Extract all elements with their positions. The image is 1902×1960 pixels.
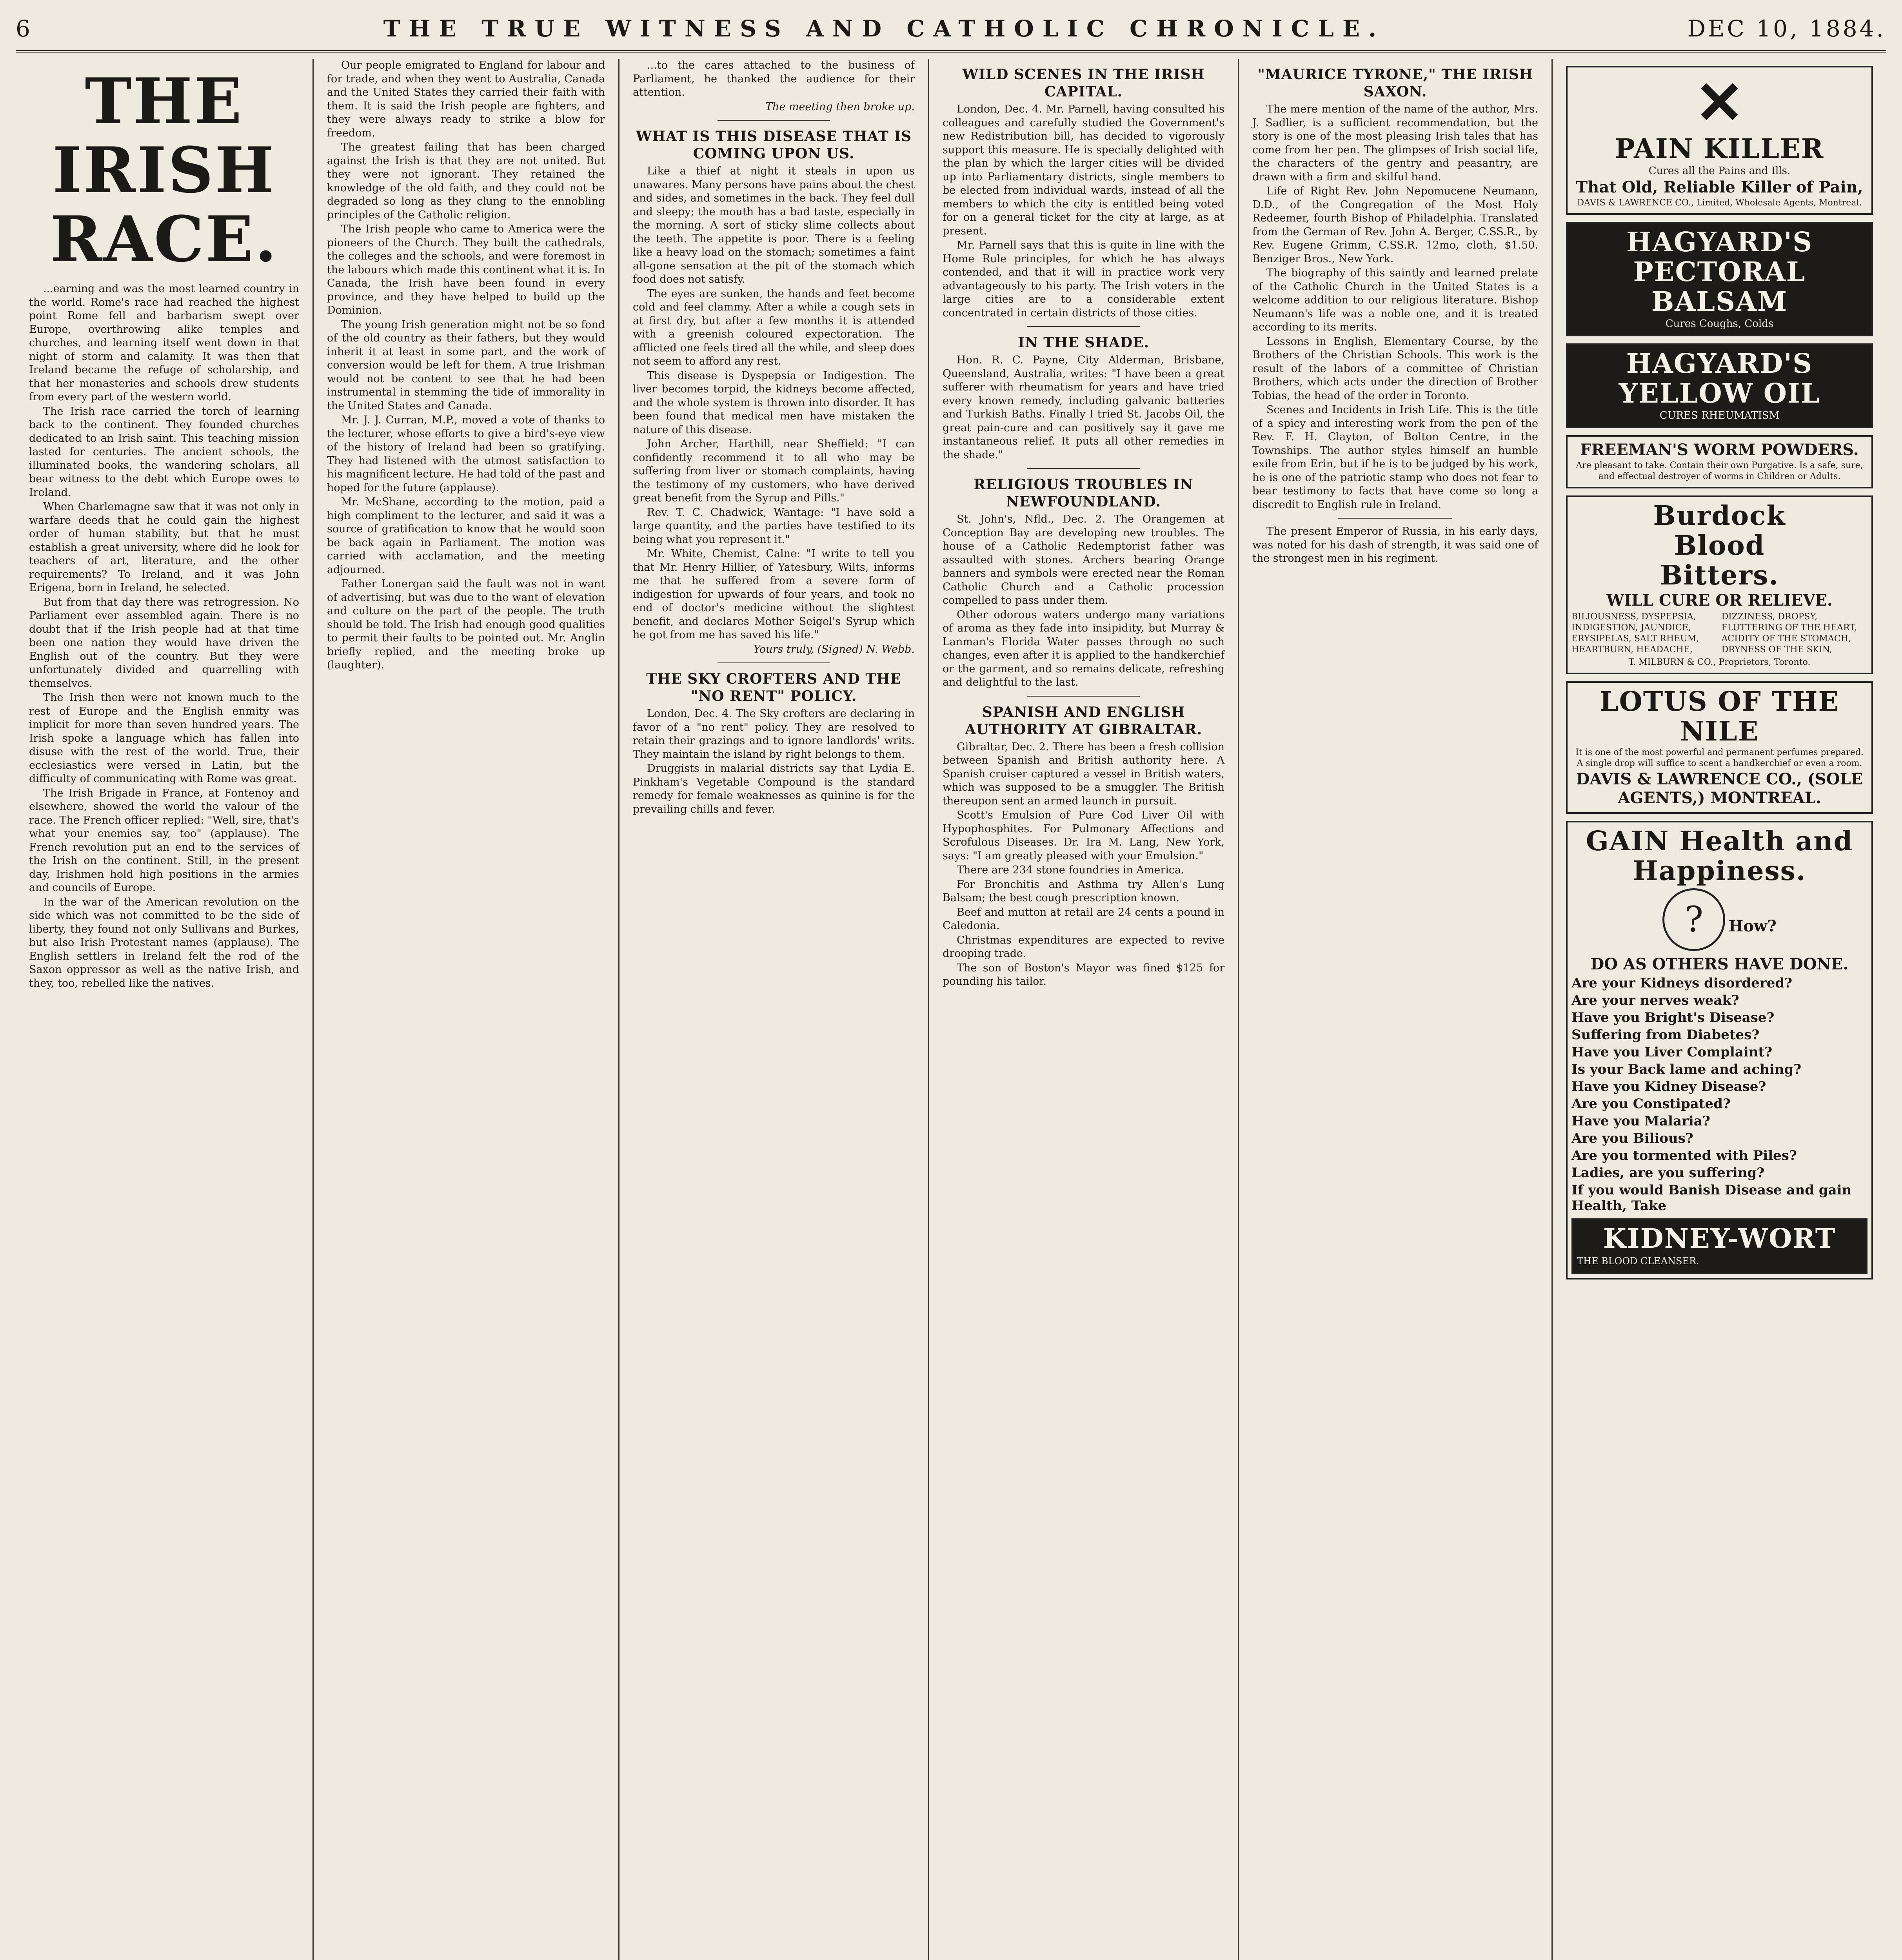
divider	[1027, 696, 1140, 697]
ad-pain-killer	[1566, 66, 1873, 215]
brand-name: KIDNEY-WORT	[1603, 1223, 1836, 1254]
x-cross-icon: ✕	[1695, 68, 1744, 137]
page-number: 6	[16, 15, 33, 42]
question-list	[1571, 975, 1867, 1214]
paragraph: The eyes are sunken, the hands and feet become cold and feel clammy. After a while a cough sets in at first dry, but after a few months it is attended with a greenish coloured expectoration. The afflicted one feels tired all the while, and sleep does not seem to afford any rest.	[633, 287, 915, 367]
ailments-right: DIZZINESS, DROPSY, FLUTTERING OF THE HEART, ACIDITY OF THE STOMACH, DRYNESS OF THE SKIN,	[1721, 612, 1857, 655]
paragraph: The mere mention of the name of the author, Mrs. J. Sadlier, is a sufficient recommendation, but the story is one of the most pleasing Irish tales that has come from her pen. The glimpses of Irish social life, the characters of the gentry and peasantry, are drawn with a firm and skilful hand.	[1252, 103, 1538, 183]
ad-note: CURES RHEUMATISM	[1659, 410, 1780, 421]
paragraph: The greatest failing that has been charged against the Irish is that they are not united. But they were not ignorant. They retained the knowledge of the old faith, and they could not be degraded so long as they clung to the ennobling principles of the Catholic religion.	[327, 141, 605, 221]
heading-newfoundland: RELIGIOUS TROUBLES IN NEWFOUNDLAND.	[974, 476, 1194, 510]
paragraph: Mr. White, Chemist, Calne: "I write to tell you that Mr. Henry Hillier, of Yatesbury, Wilts, informs me that he suffered from a severe form of indigestion for upwards of four years, and took no end of doctor's medicine without the slightest benefit, and declares Mother Seigel's Syrup which he got from me has saved his life."	[633, 548, 915, 641]
paragraph: Our people emigrated to England for labour and for trade, and when they went to Australia, Canada and the United States they carried their faith with them. It is said the Irish people are fighters, and they were always ready to strike a blow for freedom.	[327, 59, 605, 139]
ad-question: Suffering from Diabetes?	[1571, 1027, 1760, 1043]
ad-do-as: DO AS OTHERS HAVE DONE.	[1590, 955, 1849, 973]
paragraph: Hon. R. C. Payne, City Alderman, Brisbane, Queensland, Australia, writes: "I have been a great sufferer with rheumatism for years and have tried every known remedy, including galvanic batteries and Turkish Baths. Finally I tried St. Jacobs Oil, the great pain-cure and can positively say it gave me instantaneous relief. It puts all other remedies in the shade."	[943, 354, 1224, 461]
paragraph: ...to the cares attached to the business of Parliament, he thanked the audience for their attention.	[633, 59, 915, 98]
ad-question: Are you tormented with Piles?	[1571, 1148, 1797, 1163]
ad-tagline: That Old, Reliable Killer of Pain,	[1576, 178, 1863, 196]
signature: Yours truly, (Signed) N. Webb.	[753, 643, 915, 655]
question-icon: ?	[1662, 888, 1725, 951]
paragraph: Lessons in English, Elementary Course, by the Brothers of the Christian Schools. This work is the result of the labors of a committee of Christian Brothers, which acts under the direction of Brother Tobias, the head of the order in Toronto.	[1252, 335, 1538, 402]
paragraph: Like a thief at night it steals in upon us unawares. Many persons have pains about the chest and sides, and sometimes in the back. They feel dull and sleepy; the mouth has a bad taste, especially in the morning. A sort of sticky slime collects about the teeth. The appetite is poor. There is a feeling like a heavy load on the stomach; sometimes a faint all-gone sensation at the pit of the stomach which food does not satisfy.	[633, 165, 915, 285]
column-5	[1239, 59, 1553, 1960]
ad-question: Are you Bilious?	[1571, 1131, 1693, 1146]
ad-pectoral-balsam	[1566, 222, 1873, 336]
ad-note: Are pleasant to take. Contain their own Purgative. Is a safe, sure, and effectual destroyer of worms in Children or Adults.	[1576, 461, 1863, 481]
paragraph: The young Irish generation might not be so fond of the old country as their fathers, but they would inherit it at least in some part, and the work of conversion would be left for them. A true Irishman would not be content to see that he had been instrumental in stemming the tide of immorality in the United States and Canada.	[327, 318, 605, 412]
ad-desc: It is one of the most powerful and permanent perfumes prepared. A single drop will suffice to scent a handkerchief or even a room.	[1575, 748, 1864, 768]
paragraph: In the war of the American revolution on the side which was not committed to be the side of liberty, they found not only Sullivans and Burkes, but also Irish Protestant names (applause). The English settlers in Ireland felt the rod of the Saxon oppressor as well as the native Irish, and they, too, rebelled like the natives.	[29, 896, 299, 989]
ad-lotus-of-the-nile	[1566, 681, 1873, 814]
ad-line: Blood	[1674, 530, 1765, 561]
paragraph: There are 234 stone foundries in America.	[957, 864, 1184, 876]
paragraph: London, Dec. 4. The Sky crofters are declaring in favor of a "no rent" policy. They are resolved to retain their grazings and to ignore landlords' writs. They maintain the island by right belongs to them.	[633, 708, 915, 760]
ad-question: Have you Malaria?	[1571, 1113, 1710, 1129]
ad-worm-powders	[1566, 435, 1873, 488]
paragraph: When Charlemagne saw that it was not only in warfare deeds that he could gain the highest order of human stability, but that he must establish a great university, where did he look for teachers of art, literature, and the other requirements? To Ireland, and it was John Erigena, born in Ireland, he selected.	[29, 501, 299, 594]
headline-irish-race: THE IRISH RACE.	[50, 64, 278, 276]
heading-sky-crofters: THE SKY CROFTERS AND THE "NO RENT" POLICY.	[646, 671, 901, 704]
divider	[718, 120, 830, 121]
paragraph: This disease is Dyspepsia or Indigestion. The liver becomes torpid, the kidneys become affected, and the whole system is thrown into disorder. It has been found that medical men have mistaken the nature of this disease.	[633, 369, 915, 436]
ad-kidney-wort	[1566, 821, 1873, 1279]
ad-question: Ladies, are you suffering?	[1571, 1165, 1765, 1181]
ad-question: Have you Liver Complaint?	[1571, 1044, 1773, 1060]
ad-yellow-oil	[1566, 343, 1873, 428]
paragraph: Scott's Emulsion of Pure Cod Liver Oil with Hypophosphites. For Pulmonary Affections and Scrofulous Diseases. Dr. Ira M. Lang, New York, says: "I am greatly pleased with your Emulsion."	[943, 809, 1224, 862]
issue-date: DEC 10, 1884.	[1687, 15, 1886, 42]
ad-brand	[1571, 1218, 1867, 1274]
paragraph: John Archer, Harthill, near Sheffield: "I can confidently recommend it to all who may be suffering from liver or stomach complaints, having the testimony of my customers, who have derived great benefit from the Syrup and Pills."	[633, 438, 915, 504]
newspaper-title: THE TRUE WITNESS AND CATHOLIC CHRONICLE.	[383, 15, 1385, 42]
paragraph: The meeting then broke up.	[765, 100, 915, 113]
ad-question: Have you Bright's Disease?	[1571, 1010, 1775, 1025]
paragraph: London, Dec. 4. Mr. Parnell, having consulted his colleagues and carefully studied the Government's new Redistribution bill, has decided to vigorously support this measure. He is specially delighted with the plan by which the larger cities will be divided up into Parliamentary districts, single members to be elected from individual wards, instead of all the members to which the city is entitled being voted for on a general ticket for the city at large, as at present.	[943, 103, 1224, 237]
ad-line: Bitters.	[1660, 560, 1779, 591]
paragraph: Mr. McShane, according to the motion, paid a high compliment to the lecturer, and said it was a source of gratification to know that he would soon be back again in Parliament. The motion was carried with acclamation, and the meeting adjourned.	[327, 496, 605, 576]
divider	[1027, 326, 1140, 327]
paragraph: The Irish people who came to America were the pioneers of the Church. They built the cathedrals, the colleges and the schools, and were foremost in the labours which made this continent what it is. In Canada, the Irish have been found in every province, and they have helped to build up the Dominion.	[327, 223, 605, 316]
paragraph: But from that day there was retrogression. No Parliament ever assembled again. There is no doubt that if the Irish people had at that time been one nation they would have driven the English out of the country. But they were unfortunately divided and quarrelling with themselves.	[29, 596, 299, 690]
ad-note: Cures Coughs, Colds	[1665, 318, 1774, 330]
ad-title: LOTUS OF THE NILE	[1599, 686, 1840, 747]
heading-parnell: WILD SCENES IN THE IRISH CAPITAL.	[962, 66, 1205, 100]
divider	[718, 662, 830, 663]
heading-maurice-tyrone: "MAURICE TYRONE," THE IRISH SAXON.	[1257, 66, 1533, 100]
ad-question: Are your nerves weak?	[1571, 993, 1739, 1008]
ad-question: Is your Back lame and aching?	[1571, 1062, 1802, 1077]
ailments-left: BILIOUSNESS, DYSPEPSIA, INDIGESTION, JAUNDICE, ERYSIPELAS, SALT RHEUM, HEARTBURN, HEADACHE,	[1571, 612, 1699, 655]
paragraph: Beef and mutton at retail are 24 cents a pound in Caledonia.	[943, 906, 1224, 932]
ad-slogan: Cures all the Pains and Ills.	[1648, 165, 1791, 177]
brand-note: THE BLOOD CLEANSER.	[1577, 1256, 1699, 1267]
paragraph: Mr. Parnell says that this is quite in line with the Home Rule principles, for which he has always contended, and that it will in practice work very advantageously to his party. The Irish voters in the large cities are to a considerable extent concentrated in certain districts of those cities.	[943, 239, 1224, 319]
ad-seller: DAVIS & LAWRENCE CO., Limited, Wholesale Agents, Montreal.	[1577, 198, 1862, 208]
column-1	[16, 59, 314, 1960]
paragraph: The biography of this saintly and learned prelate of the Catholic Church in the United States is a welcome addition to our religious literature. Bishop Neumann's life was a noble one, and it is treated according to its merits.	[1252, 267, 1538, 333]
ad-maker: T. MILBURN & CO., Proprietors, Toronto.	[1628, 657, 1811, 667]
paragraph: The present Emperor of Russia, in his early days, was noted for his dash of strength, it was said one of the strongest men in his regiment.	[1252, 525, 1538, 564]
paragraph: Christmas expenditures are expected to revive drooping trade.	[943, 934, 1224, 960]
paragraph: Mr. J. J. Curran, M.P., moved a vote of thanks to the lecturer, whose efforts to give a bird's-eye view of the history of Ireland had been so gratifying. They had listened with the utmost satisfaction to his magnificent lecture. He had told of the past and hoped for the future (applause).	[327, 414, 605, 494]
paragraph: Druggists in malarial districts say that Lydia E. Pinkham's Vegetable Compound is the standard remedy for female weaknesses as quinine is for the prevailing chills and fever.	[633, 762, 915, 815]
column-6-ads	[1553, 59, 1886, 1960]
ad-title: GAIN Health and Happiness.	[1586, 826, 1853, 887]
ad-title: PAIN KILLER	[1615, 133, 1824, 165]
ad-question: Are your Kidneys disordered?	[1571, 975, 1793, 991]
paragraph: Father Lonergan said the fault was not in want of advertising, but was due to the want of elevation and culture on the part of the people. The truth should be told. The Irish had enough good qualities to permit their faults to be pointed out. Mr. Anglin briefly replied, and the meeting broke up (laughter).	[327, 578, 605, 671]
heading-in-the-shade: IN THE SHADE.	[1017, 334, 1150, 351]
column-4	[929, 59, 1239, 1960]
heading-disease: WHAT IS THIS DISEASE THAT IS COMING UPON US.	[636, 128, 912, 162]
column-3	[619, 59, 929, 1960]
ad-question: Are you Constipated?	[1571, 1096, 1731, 1112]
divider	[1338, 518, 1453, 519]
paragraph: The son of Boston's Mayor was fined $125 for pounding his tailor.	[943, 962, 1224, 987]
paragraph: St. John's, Nfld., Dec. 2. The Orangemen at Conception Bay are developing new troubles. The house of a Catholic Redemptorist father was assaulted with stones. Archers bearing Orange banners and symbols were erected near the Roman Catholic Church and a Catholic procession compelled to pass under them.	[943, 513, 1224, 606]
paragraph: Scenes and Incidents in Irish Life. This is the title of a spicy and interesting work from the pen of the Rev. F. H. Clayton, of Bolton Centre, in the Townships. The author styles himself an humble exile from Erin, but if he is to be judged by his work, he is one of the patriotic stamp who does not fear to bear testimony to facts that have come so long a discredit to English rule in Ireland.	[1252, 404, 1538, 511]
paragraph: The Irish race carried the torch of learning back to the continent. They founded churches dedicated to an Irish saint. This teaching mission lasted for centuries. The ancient schools, the illuminated books, the wandering scholars, all bear witness to the debt which Europe owes to Ireland.	[29, 405, 299, 499]
divider	[1027, 468, 1140, 469]
ad-title: FREEMAN'S WORM POWDERS.	[1580, 441, 1859, 459]
paragraph: ...earning and was the most learned country in the world. Rome's race had reached the highest point Rome fell and barbarism swept over Europe, overthrowing alike temples and churches, and learning itself went down in that night of storm and calamity. It was then that Ireland became the refuge of scholarship, and that her monasteries and schools drew students from every part of the western world.	[29, 283, 299, 403]
ad-burdock-blood-bitters	[1566, 495, 1873, 674]
ad-note: WILL CURE OR RELIEVE.	[1606, 591, 1833, 610]
paragraph: Rev. T. C. Chadwick, Wantage: "I have sold a large quantity, and the parties have testified to its being what you represent it."	[633, 506, 915, 546]
column-2	[314, 59, 619, 1960]
ad-question: Have you Kidney Disease?	[1571, 1079, 1766, 1094]
paragraph: For Bronchitis and Asthma try Allen's Lung Balsam; the best cough prescription known.	[943, 878, 1224, 904]
paragraph: The Irish Brigade in France, at Fontenoy and elsewhere, showed the world the valour of the race. The French officer replied: "Well, sire, that's what your enemies say, too" (applause). The French revolution put an end to the services of the Irish on the continent. Still, in the present day, Irishmen hold high positions in the armies and councils of Europe.	[29, 787, 299, 894]
ad-question: If you would Banish Disease and gain Health, Take	[1571, 1182, 1852, 1214]
ad-title: HAGYARD'S PECTORAL BALSAM	[1626, 227, 1813, 318]
paragraph: Gibraltar, Dec. 2. There has been a fresh collision between Spanish and British authority here. A Spanish cruiser captured a vessel in British waters, which was supposed to be a smuggler. The British thereupon sent an armed launch in pursuit.	[943, 740, 1224, 807]
ad-line: Burdock	[1653, 500, 1786, 532]
heading-gibraltar: SPANISH AND ENGLISH AUTHORITY AT GIBRALTAR.	[965, 704, 1202, 738]
paragraph: Other odorous waters undergo many variations of aroma as they fade into insipidity, but Murray & Lanman's Florida Water passes through no such changes, even after it is applied to the handkerchief or the garment, and so remains delicate, refreshing and delightful to the last.	[943, 608, 1224, 688]
ad-agents: DAVIS & LAWRENCE CO., (SOLE AGENTS,) MONTREAL.	[1576, 770, 1863, 807]
article-body	[29, 282, 299, 990]
ad-title: HAGYARD'S YELLOW OIL	[1619, 348, 1820, 409]
masthead	[16, 7, 1886, 53]
paragraph: The Irish then were not known much to the rest of Europe and the English enmity was implicit for more than seven hundred years. The Irish spoke a language which has fallen into disuse with the rest of the world. True, their ecclesiastics were versed in Latin, but the difficulty of communicating with Rome was great.	[29, 691, 299, 785]
ad-how: How?	[1728, 917, 1777, 935]
paragraph: Life of Right Rev. John Nepomucene Neumann, D.D., of the Congregation of the Most Holy Redeemer, fourth Bishop of Philadelphia. Translated from the German of Rev. John A. Berger, C.SS.R., by Rev. Eugene Grimm, C.SS.R. 12mo, cloth, $1.50. Benziger Bros., New York.	[1252, 185, 1538, 265]
